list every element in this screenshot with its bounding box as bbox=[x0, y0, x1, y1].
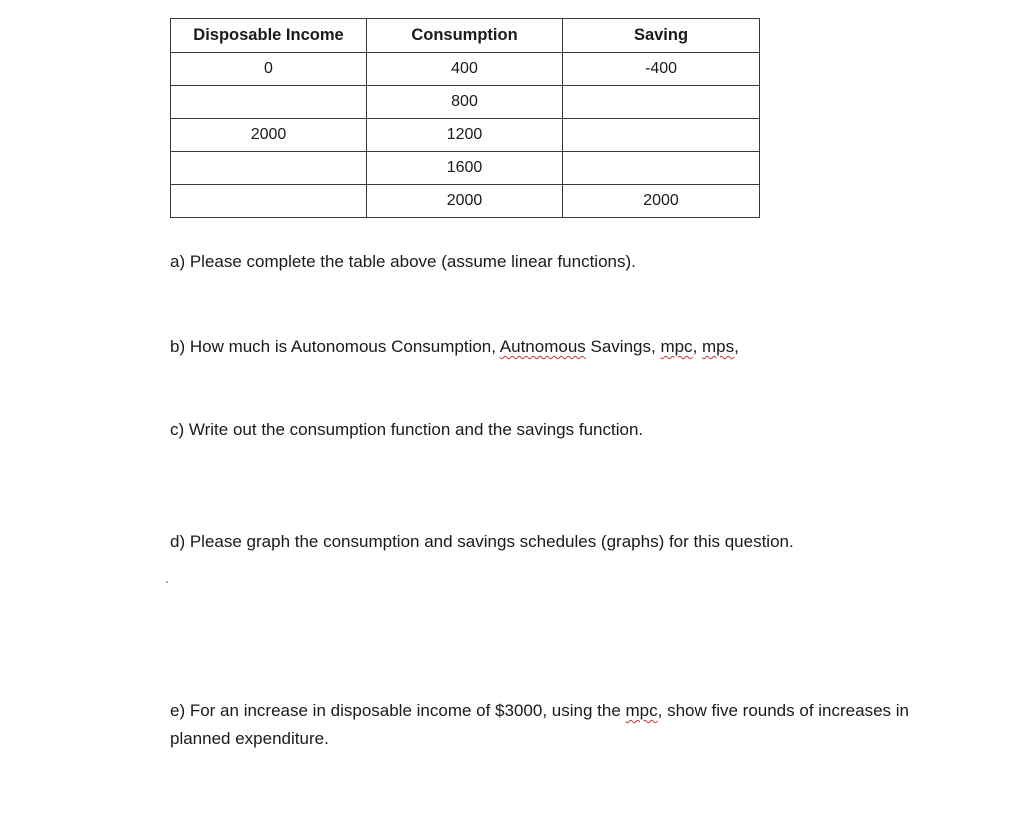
cell-consumption: 2000 bbox=[367, 185, 563, 218]
misspelled-word-mps: mps bbox=[702, 337, 735, 356]
cell-disposable-income bbox=[171, 86, 367, 119]
question-e bbox=[170, 697, 970, 753]
header-disposable-income: Disposable Income bbox=[171, 19, 367, 53]
cell-consumption: 400 bbox=[367, 53, 563, 86]
table-row bbox=[171, 53, 760, 86]
misspelled-word-mpc: mpc bbox=[625, 701, 658, 720]
cell-saving: 2000 bbox=[563, 185, 760, 218]
question-b-text: , bbox=[734, 337, 739, 356]
table-row bbox=[171, 185, 760, 218]
table-row bbox=[171, 119, 760, 152]
cell-consumption: 1200 bbox=[367, 119, 563, 152]
stray-mark bbox=[166, 581, 168, 583]
header-consumption: Consumption bbox=[367, 19, 563, 53]
table-header-row bbox=[171, 19, 760, 53]
cell-consumption: 800 bbox=[367, 86, 563, 119]
question-c: c) Write out the consumption function and the savings function. bbox=[170, 420, 644, 439]
question-b-text: , bbox=[692, 337, 703, 356]
header-saving: Saving bbox=[563, 19, 760, 53]
cell-consumption: 1600 bbox=[367, 152, 563, 185]
question-b-text: Savings, bbox=[585, 337, 661, 356]
question-e-text: , show five rounds of increases in planned expenditure. bbox=[170, 701, 909, 748]
misspelled-word-mpc: mpc bbox=[660, 337, 693, 356]
cell-saving: -400 bbox=[563, 53, 760, 86]
table-row bbox=[171, 86, 760, 119]
cell-saving bbox=[563, 152, 760, 185]
question-b-text: b) How much is Autonomous Consumption, bbox=[170, 337, 500, 356]
table-row bbox=[171, 152, 760, 185]
cell-disposable-income bbox=[171, 152, 367, 185]
cell-disposable-income bbox=[171, 185, 367, 218]
question-e-text: e) For an increase in disposable income of $3000, using the bbox=[170, 701, 626, 720]
cell-disposable-income: 0 bbox=[171, 53, 367, 86]
cell-disposable-income: 2000 bbox=[171, 119, 367, 152]
misspelled-word-autnomous: Autnomous bbox=[499, 337, 586, 356]
question-a: a) Please complete the table above (assume linear functions). bbox=[170, 252, 636, 271]
cell-saving bbox=[563, 86, 760, 119]
question-b bbox=[170, 333, 739, 361]
question-d: d) Please graph the consumption and savings schedules (graphs) for this question. bbox=[170, 532, 794, 551]
income-consumption-saving-table bbox=[170, 18, 760, 218]
cell-saving bbox=[563, 119, 760, 152]
